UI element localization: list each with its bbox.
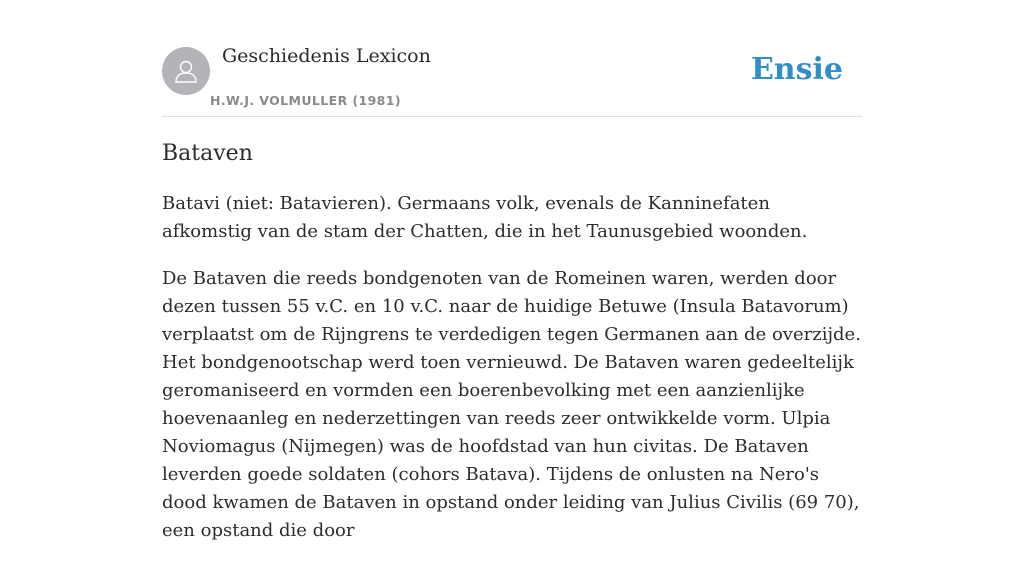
article-paragraph: De Bataven die reeds bondgenoten van de Romeinen waren, werden door dezen tussen 55 v.C. en 10 v.C. naar de huidige Betuwe (Insula Batavorum) verplaatst om de Rijngrens te verdedigen tegen Germanen aan de overzijde. Het bondgenootschap werd toen vernieuwd. De Bataven waren gedeeltelijk geromaniseerd en vormden een boerenbevolking met een aanzienlijke hoevenaanleg en nederzettingen van reeds zeer ontwikkelde vorm. Ulpia Noviomagus (Nijmegen) was de hoofdstad van hun civitas. De Bataven leverden goede soldaten (cohors Batava). Tijdens de onlusten na Nero's dood kwamen de Bataven in opstand onder leiding van Julius Civilis (69 70), een opstand die door	[162, 268, 861, 541]
lexicon-title[interactable]: Geschiedenis Lexicon	[222, 45, 431, 67]
article-paragraph: Batavi (niet: Batavieren). Germaans volk, evenals de Kanninefaten afkomstig van de stam der Chatten, die in het Taunusgebied woonden.	[162, 193, 808, 242]
ensie-logo[interactable]: Ensie	[750, 52, 843, 87]
page-title: Bataven	[162, 141, 253, 166]
lexicon-header	[162, 40, 862, 117]
avatar[interactable]	[162, 47, 210, 95]
author-credit: H.W.J. VOLMULLER (1981)	[210, 93, 401, 108]
article	[162, 138, 862, 564]
user-icon	[171, 56, 201, 86]
